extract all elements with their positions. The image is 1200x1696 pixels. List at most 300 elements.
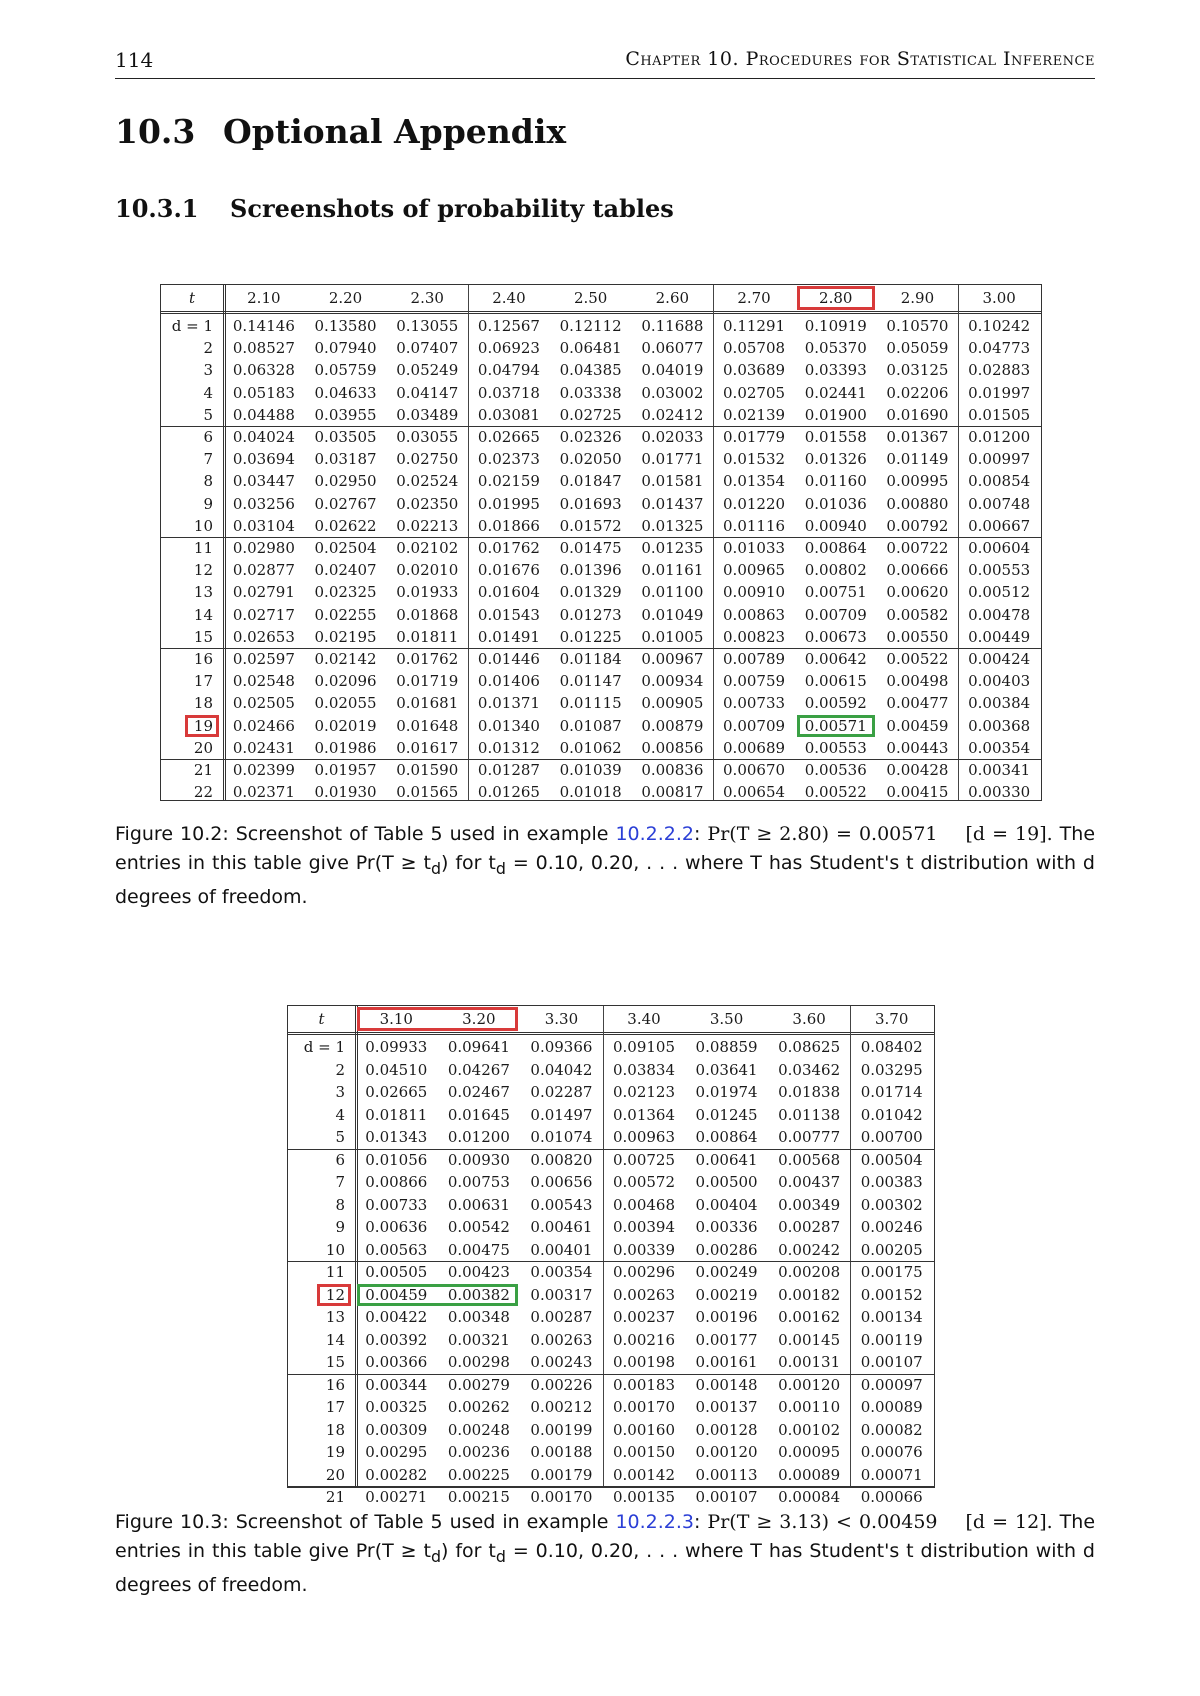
table-cell: 0.00262 bbox=[447, 1398, 510, 1416]
table-row bbox=[288, 1126, 934, 1149]
table-cell: 0.00475 bbox=[447, 1240, 510, 1259]
table-cell: 0.02767 bbox=[314, 494, 377, 513]
table-cell: 0.00243 bbox=[530, 1353, 593, 1371]
table-cell: 0.01762 bbox=[396, 650, 459, 668]
table-cell: 0.07407 bbox=[396, 339, 459, 358]
table-cell: 0.01354 bbox=[723, 472, 786, 491]
row-label-d: 14 bbox=[325, 1330, 345, 1349]
probability-table-1 bbox=[160, 284, 1042, 801]
table-cell: 0.00401 bbox=[530, 1240, 593, 1259]
table-cell: 0.00568 bbox=[778, 1150, 841, 1169]
table-cell: 0.00336 bbox=[695, 1218, 758, 1236]
table-cell: 0.01340 bbox=[477, 716, 540, 735]
caption-bracket: [d = 19]. bbox=[965, 823, 1053, 845]
highlight-value-box bbox=[357, 1284, 518, 1307]
running-title: Chapter 10. Procedures for Statistical Inference bbox=[625, 48, 1095, 70]
table-cell: 0.01160 bbox=[804, 472, 867, 491]
table-cell: 0.00856 bbox=[641, 738, 704, 757]
table-cell: 0.04024 bbox=[232, 428, 295, 446]
table-cell: 0.05249 bbox=[396, 361, 459, 380]
table-divider bbox=[850, 1006, 851, 1487]
row-label-d: 3 bbox=[335, 1083, 345, 1101]
column-header: 3.60 bbox=[792, 1010, 826, 1028]
table-cell: 0.01779 bbox=[723, 428, 786, 446]
table-cell: 0.00317 bbox=[530, 1285, 593, 1304]
table-cell: 0.09641 bbox=[447, 1038, 510, 1056]
table-cell: 0.01056 bbox=[365, 1150, 428, 1169]
table-cell: 0.00084 bbox=[778, 1488, 841, 1506]
table-cell: 0.04267 bbox=[447, 1060, 510, 1079]
table-cell: 0.00733 bbox=[723, 694, 786, 713]
column-header: 2.60 bbox=[655, 289, 690, 307]
table-cell: 0.01074 bbox=[530, 1128, 593, 1146]
table-row bbox=[288, 1081, 934, 1104]
table-cell: 0.00183 bbox=[612, 1375, 675, 1394]
table-cell: 0.01581 bbox=[641, 472, 704, 491]
caption-text: ) for t bbox=[441, 1540, 496, 1562]
table-cell: 0.03081 bbox=[477, 405, 540, 424]
table-cell: 0.00287 bbox=[530, 1308, 593, 1326]
table-cell: 0.00128 bbox=[695, 1420, 758, 1439]
table-cell: 0.00905 bbox=[641, 694, 704, 713]
column-header: 2.70 bbox=[737, 289, 771, 307]
table-row bbox=[161, 448, 1041, 470]
table-cell: 0.02373 bbox=[477, 450, 540, 469]
table-cell: 0.14146 bbox=[232, 317, 295, 335]
table-cell: 0.01343 bbox=[365, 1128, 428, 1146]
section-title: Optional Appendix bbox=[223, 112, 567, 151]
row-label-d: 20 bbox=[325, 1465, 345, 1484]
column-header: 2.50 bbox=[573, 289, 608, 307]
table-cell: 0.00089 bbox=[778, 1465, 841, 1484]
table-cell: 0.03002 bbox=[641, 383, 704, 402]
table-cell: 0.00179 bbox=[530, 1465, 593, 1484]
table-cell: 0.01371 bbox=[477, 694, 540, 713]
row-label-d: 15 bbox=[325, 1353, 345, 1371]
table-row bbox=[288, 1486, 934, 1509]
table-cell: 0.00348 bbox=[447, 1308, 510, 1326]
table-cell: 0.01604 bbox=[477, 583, 540, 602]
table-cell: 0.00415 bbox=[886, 783, 949, 802]
row-label-d: 13 bbox=[193, 583, 213, 602]
caption-text: Screenshot of Table 5 used in example bbox=[235, 1511, 609, 1533]
table-cell: 0.01676 bbox=[477, 561, 540, 580]
example-link[interactable]: 10.2.2.3 bbox=[615, 1511, 695, 1533]
table-cell: 0.00709 bbox=[723, 716, 786, 735]
figure-caption-2: Figure 10.3: Screenshot of Table 5 used in example 10.2.2.3: Pr(T ≥ 3.13) < 0.00459 [d = 12]. The entries in this table give $Pr(T \ge t_d)$ for $t_d = 0.10$, 0.20, . . . where T has Student's t distribution with d degrees of freedom. bbox=[115, 1511, 1096, 1596]
table-cell: 0.00349 bbox=[778, 1195, 841, 1214]
table-cell: 0.00553 bbox=[804, 738, 867, 757]
table-cell: 0.02350 bbox=[396, 494, 459, 513]
column-header: 2.30 bbox=[410, 289, 444, 307]
table-cell: 0.01265 bbox=[477, 783, 540, 802]
table-cell: 0.01900 bbox=[804, 405, 867, 424]
table-cell: 0.02255 bbox=[314, 605, 377, 624]
table-cell: 0.01714 bbox=[860, 1083, 923, 1101]
table-row bbox=[288, 1306, 934, 1329]
table-cell: 0.00219 bbox=[695, 1285, 758, 1304]
table-cell: 0.02050 bbox=[559, 450, 622, 469]
table-cell: 0.01475 bbox=[559, 539, 622, 557]
table-cell: 0.02950 bbox=[314, 472, 377, 491]
table-cell: 0.01847 bbox=[559, 472, 622, 491]
table-cell: 0.00631 bbox=[447, 1195, 510, 1214]
table-cell: 0.05759 bbox=[314, 361, 377, 380]
row-label-d: 21 bbox=[193, 761, 213, 779]
table-cell: 0.00242 bbox=[778, 1240, 841, 1259]
table-cell: 0.00854 bbox=[968, 472, 1031, 491]
table-cell: 0.00131 bbox=[778, 1353, 841, 1371]
table-cell: 0.09933 bbox=[365, 1038, 428, 1056]
table-cell: 0.00071 bbox=[860, 1465, 923, 1484]
table-row bbox=[161, 315, 1041, 337]
table-cell: 0.00282 bbox=[365, 1465, 428, 1484]
table-cell: 0.03055 bbox=[396, 428, 459, 446]
table-cell: 0.10919 bbox=[804, 317, 867, 335]
table-cell: 0.00823 bbox=[723, 627, 786, 646]
row-label-d: 9 bbox=[335, 1218, 345, 1236]
table-corner-label: t bbox=[188, 289, 196, 307]
caption-subscript: d bbox=[430, 1546, 442, 1566]
table-cell: 0.04042 bbox=[530, 1060, 593, 1079]
table-cell: 0.01505 bbox=[968, 405, 1031, 424]
table-cell: 0.00582 bbox=[886, 605, 949, 624]
row-label-d: 17 bbox=[193, 672, 213, 691]
table-row bbox=[161, 692, 1041, 714]
table-cell: 0.00615 bbox=[804, 672, 867, 691]
table-cell: 0.03955 bbox=[314, 405, 377, 424]
column-header: 3.50 bbox=[709, 1010, 744, 1028]
table-cell: 0.01995 bbox=[477, 494, 540, 513]
table-row bbox=[288, 1441, 934, 1464]
column-header: 2.80 bbox=[819, 289, 853, 307]
table-cell: 0.06077 bbox=[641, 339, 704, 358]
table-cell: 0.01147 bbox=[559, 672, 622, 691]
table-cell: 0.01115 bbox=[559, 694, 622, 713]
table-cell: 0.00392 bbox=[365, 1330, 428, 1349]
table-cell: 0.08859 bbox=[695, 1038, 758, 1056]
table-cell: 0.01273 bbox=[559, 605, 622, 624]
table-row bbox=[161, 737, 1041, 759]
table-cell: 0.00522 bbox=[886, 650, 949, 668]
table-row bbox=[161, 626, 1041, 648]
row-label-d: 8 bbox=[203, 472, 213, 491]
table-cell: 0.00354 bbox=[530, 1263, 593, 1281]
table-cell: 0.02980 bbox=[232, 539, 295, 557]
table-cell: 0.06328 bbox=[232, 361, 295, 380]
table-cell: 0.01062 bbox=[559, 738, 622, 757]
row-label-d: 10 bbox=[325, 1240, 345, 1259]
table-cell: 0.00820 bbox=[530, 1150, 593, 1169]
table-cell: 0.00449 bbox=[968, 627, 1031, 646]
row-label-d: 18 bbox=[325, 1420, 345, 1439]
table-cell: 0.00198 bbox=[612, 1353, 675, 1371]
table-cell: 0.01184 bbox=[559, 650, 622, 668]
table-cell: 0.03393 bbox=[804, 361, 867, 380]
table-cell: 0.00182 bbox=[778, 1285, 841, 1304]
row-label-d: 4 bbox=[335, 1105, 345, 1124]
table-cell: 0.00666 bbox=[886, 561, 949, 580]
table-cell: 0.01811 bbox=[396, 627, 459, 646]
table-cell: 0.01617 bbox=[396, 738, 459, 757]
row-label-d: 4 bbox=[203, 383, 213, 402]
table-cell: 0.02142 bbox=[314, 650, 377, 668]
table-cell: 0.00286 bbox=[695, 1240, 758, 1259]
row-label-d: 21 bbox=[325, 1488, 345, 1506]
table-cell: 0.00498 bbox=[886, 672, 949, 691]
table-cell: 0.00404 bbox=[695, 1195, 758, 1214]
table-group-divider bbox=[161, 759, 1041, 760]
table-cell: 0.00592 bbox=[804, 694, 867, 713]
table-cell: 0.04773 bbox=[968, 339, 1031, 358]
table-cell: 0.01329 bbox=[559, 583, 622, 602]
table-cell: 0.01245 bbox=[695, 1105, 758, 1124]
row-label-d: 6 bbox=[335, 1150, 345, 1169]
table-cell: 0.00965 bbox=[723, 561, 786, 580]
row-label-d: 8 bbox=[335, 1195, 345, 1214]
column-header: 2.10 bbox=[247, 289, 281, 307]
table-row bbox=[288, 1104, 934, 1127]
table-cell: 0.00246 bbox=[860, 1218, 923, 1236]
caption-formula: Pr(T ≥ 2.80) = 0.00571 bbox=[707, 823, 938, 845]
table-cell: 0.04510 bbox=[365, 1060, 428, 1079]
table-divider bbox=[223, 285, 226, 800]
table-cell: 0.03125 bbox=[886, 361, 949, 380]
example-link[interactable]: 10.2.2.2 bbox=[615, 823, 695, 845]
table-cell: 0.01161 bbox=[641, 561, 704, 580]
table-cell: 0.00170 bbox=[612, 1398, 675, 1416]
table-cell: 0.00325 bbox=[365, 1398, 428, 1416]
highlight-row-box bbox=[317, 1284, 351, 1307]
table-row bbox=[288, 1036, 934, 1059]
table-cell: 0.04488 bbox=[232, 405, 295, 424]
table-cell: 0.05183 bbox=[232, 383, 295, 402]
table-cell: 0.00542 bbox=[447, 1218, 510, 1236]
caption-subscript: d bbox=[495, 1546, 506, 1566]
table-cell: 0.03256 bbox=[232, 494, 295, 513]
table-cell: 0.00120 bbox=[778, 1375, 841, 1394]
table-cell: 0.00461 bbox=[530, 1218, 593, 1236]
table-cell: 0.12112 bbox=[559, 317, 622, 335]
table-cell: 0.02055 bbox=[314, 694, 377, 713]
table-row bbox=[161, 781, 1041, 803]
table-cell: 0.01558 bbox=[804, 428, 867, 446]
table-cell: 0.02412 bbox=[641, 405, 704, 424]
highlight-column-box bbox=[797, 286, 875, 310]
table-cell: 0.01762 bbox=[477, 539, 540, 557]
caption-text: The entries in this table give Pr(T ≥ t bbox=[115, 823, 1096, 874]
table-cell: 0.00263 bbox=[612, 1285, 675, 1304]
table-cell: 0.00368 bbox=[968, 716, 1031, 735]
table-cell: 0.00237 bbox=[612, 1308, 675, 1326]
table-cell: 0.01681 bbox=[396, 694, 459, 713]
table-cell: 0.13055 bbox=[396, 317, 459, 335]
table-group-divider bbox=[288, 1486, 934, 1487]
table-cell: 0.02725 bbox=[559, 405, 622, 424]
table-cell: 0.02466 bbox=[232, 716, 295, 735]
table-cell: 0.00753 bbox=[447, 1173, 510, 1191]
table-cell: 0.00354 bbox=[968, 738, 1031, 757]
table-cell: 0.01572 bbox=[559, 516, 622, 535]
table-cell: 0.02399 bbox=[232, 761, 295, 779]
table-cell: 0.02123 bbox=[612, 1083, 675, 1101]
table-cell: 0.00082 bbox=[860, 1420, 923, 1439]
table-cell: 0.02665 bbox=[365, 1083, 428, 1101]
table-cell: 0.00424 bbox=[968, 650, 1031, 668]
table-cell: 0.00296 bbox=[612, 1263, 675, 1281]
table-cell: 0.01033 bbox=[723, 539, 786, 557]
table-cell: 0.01930 bbox=[314, 783, 377, 802]
table-cell: 0.02325 bbox=[314, 583, 377, 602]
table-group-divider bbox=[288, 1374, 934, 1375]
table-cell: 0.01866 bbox=[477, 516, 540, 535]
table-cell: 0.00689 bbox=[723, 738, 786, 757]
row-label-d: 19 bbox=[325, 1443, 345, 1461]
table-cell: 0.00263 bbox=[530, 1330, 593, 1349]
table-row bbox=[288, 1149, 934, 1172]
table-cell: 0.02791 bbox=[232, 583, 295, 602]
table-cell: 0.00120 bbox=[695, 1443, 758, 1461]
column-header: 3.40 bbox=[627, 1010, 661, 1028]
row-label-d: d = 1 bbox=[303, 1038, 345, 1056]
table-cell: 0.00110 bbox=[778, 1398, 841, 1416]
table-cell: 0.00863 bbox=[723, 605, 786, 624]
table-cell: 0.02504 bbox=[314, 539, 377, 557]
table-cell: 0.02159 bbox=[477, 472, 540, 491]
table-cell: 0.00477 bbox=[886, 694, 949, 713]
table-row bbox=[161, 604, 1041, 626]
table-cell: 0.00670 bbox=[723, 761, 786, 779]
table-cell: 0.07940 bbox=[314, 339, 377, 358]
table-cell: 0.11688 bbox=[641, 317, 704, 335]
table-cell: 0.01986 bbox=[314, 738, 377, 757]
table-cell: 0.00341 bbox=[968, 761, 1031, 779]
table-row bbox=[161, 337, 1041, 359]
table-cell: 0.02287 bbox=[530, 1083, 593, 1101]
row-label-d: 16 bbox=[193, 650, 213, 668]
table-cell: 0.00287 bbox=[778, 1218, 841, 1236]
table-cell: 0.00205 bbox=[860, 1240, 923, 1259]
table-cell: 0.00641 bbox=[695, 1150, 758, 1169]
table-cell: 0.02096 bbox=[314, 672, 377, 691]
table-cell: 0.00148 bbox=[695, 1375, 758, 1394]
figure-caption-1: Figure 10.2: Screenshot of Table 5 used in example 10.2.2.2: Pr(T ≥ 2.80) = 0.00571 [d = 19]. The entries in this table give $Pr(T \ge t_d)$ for $t_d = 0.10$, 0.20, . . . where T has Student's t distribution with d degrees of freedom. bbox=[115, 823, 1096, 908]
table-cell: 0.00940 bbox=[804, 516, 867, 535]
table-cell: 0.00500 bbox=[695, 1173, 758, 1191]
table-cell: 0.00212 bbox=[530, 1398, 593, 1416]
table-cell: 0.02653 bbox=[232, 627, 295, 646]
caption-label: Figure 10.3: bbox=[115, 1511, 229, 1533]
table-row bbox=[161, 426, 1041, 448]
table-cell: 0.00302 bbox=[860, 1195, 923, 1214]
table-divider bbox=[958, 285, 959, 800]
table-cell: 0.00604 bbox=[968, 539, 1031, 557]
highlight-value-box bbox=[797, 715, 875, 737]
table-divider bbox=[355, 1006, 358, 1487]
table-cell: 0.00150 bbox=[612, 1443, 675, 1461]
row-label-d: 10 bbox=[193, 516, 213, 535]
table-cell: 0.02883 bbox=[968, 361, 1031, 380]
table-cell: 0.00134 bbox=[860, 1308, 923, 1326]
table-row bbox=[288, 1464, 934, 1487]
table-cell: 0.00512 bbox=[968, 583, 1031, 602]
table-row bbox=[288, 1419, 934, 1442]
table-cell: 0.00394 bbox=[612, 1218, 675, 1236]
table-cell: 0.00733 bbox=[365, 1195, 428, 1214]
table-cell: 0.00142 bbox=[612, 1465, 675, 1484]
table-cell: 0.02102 bbox=[396, 539, 459, 557]
table-cell: 0.04385 bbox=[559, 361, 622, 380]
table-cell: 0.01811 bbox=[365, 1105, 428, 1124]
row-label-d: 3 bbox=[203, 361, 213, 380]
table-cell: 0.00934 bbox=[641, 672, 704, 691]
table-cell: 0.01868 bbox=[396, 605, 459, 624]
table-row bbox=[161, 581, 1041, 603]
table-divider bbox=[713, 285, 714, 800]
table-cell: 0.01543 bbox=[477, 605, 540, 624]
table-cell: 0.01042 bbox=[860, 1105, 923, 1124]
table-cell: 0.00722 bbox=[886, 539, 949, 557]
table-cell: 0.00866 bbox=[365, 1173, 428, 1191]
table-cell: 0.01532 bbox=[723, 450, 786, 469]
table-cell: 0.00478 bbox=[968, 605, 1031, 624]
table-cell: 0.00366 bbox=[365, 1353, 428, 1371]
row-label-d: 5 bbox=[335, 1128, 345, 1146]
caption-text: = 0.10, 0.20, . . . where T has Student's t distribution with d degrees of freedom. bbox=[115, 1540, 1095, 1596]
table-cell: 0.00995 bbox=[886, 472, 949, 491]
highlight-column-box bbox=[357, 1007, 518, 1031]
table-row bbox=[161, 648, 1041, 670]
table-cell: 0.05370 bbox=[804, 339, 867, 358]
table-cell: 0.00997 bbox=[968, 450, 1031, 469]
table-cell: 0.01087 bbox=[559, 716, 622, 735]
table-cell: 0.01325 bbox=[641, 516, 704, 535]
table-cell: 0.02441 bbox=[804, 383, 867, 402]
table-cell: 0.00700 bbox=[860, 1128, 923, 1146]
row-label-d: 14 bbox=[193, 605, 213, 624]
table-cell: 0.00864 bbox=[804, 539, 867, 557]
table-cell: 0.00339 bbox=[612, 1240, 675, 1259]
table-group-divider bbox=[161, 648, 1041, 649]
table-cell: 0.00089 bbox=[860, 1398, 923, 1416]
table-cell: 0.01446 bbox=[477, 650, 540, 668]
table-cell: 0.02750 bbox=[396, 450, 459, 469]
table-cell: 0.00215 bbox=[447, 1488, 510, 1506]
table-cell: 0.04633 bbox=[314, 383, 377, 402]
table-cell: 0.03505 bbox=[314, 428, 377, 446]
table-cell: 0.00248 bbox=[447, 1420, 510, 1439]
probability-table-2 bbox=[287, 1005, 935, 1506]
table-cell: 0.00097 bbox=[860, 1375, 923, 1394]
table-cell: 0.02548 bbox=[232, 672, 295, 691]
table-cell: 0.00161 bbox=[695, 1353, 758, 1371]
table-cell: 0.00102 bbox=[778, 1420, 841, 1439]
table-cell: 0.00836 bbox=[641, 761, 704, 779]
table-cell: 0.03689 bbox=[723, 361, 786, 380]
table-cell: 0.00667 bbox=[968, 516, 1031, 535]
table-cell: 0.00553 bbox=[968, 561, 1031, 580]
table-cell: 0.08527 bbox=[232, 339, 295, 358]
table-cell: 0.03104 bbox=[232, 516, 295, 535]
table-cell: 0.01838 bbox=[778, 1083, 841, 1101]
table-cell: 0.00076 bbox=[860, 1443, 923, 1461]
table-cell: 0.01565 bbox=[396, 783, 459, 802]
row-label-d: 15 bbox=[193, 627, 213, 646]
table-cell: 0.00468 bbox=[612, 1195, 675, 1214]
row-label-d: 2 bbox=[203, 339, 213, 358]
table-cell: 0.00177 bbox=[695, 1330, 758, 1349]
table-cell: 0.02505 bbox=[232, 694, 295, 713]
